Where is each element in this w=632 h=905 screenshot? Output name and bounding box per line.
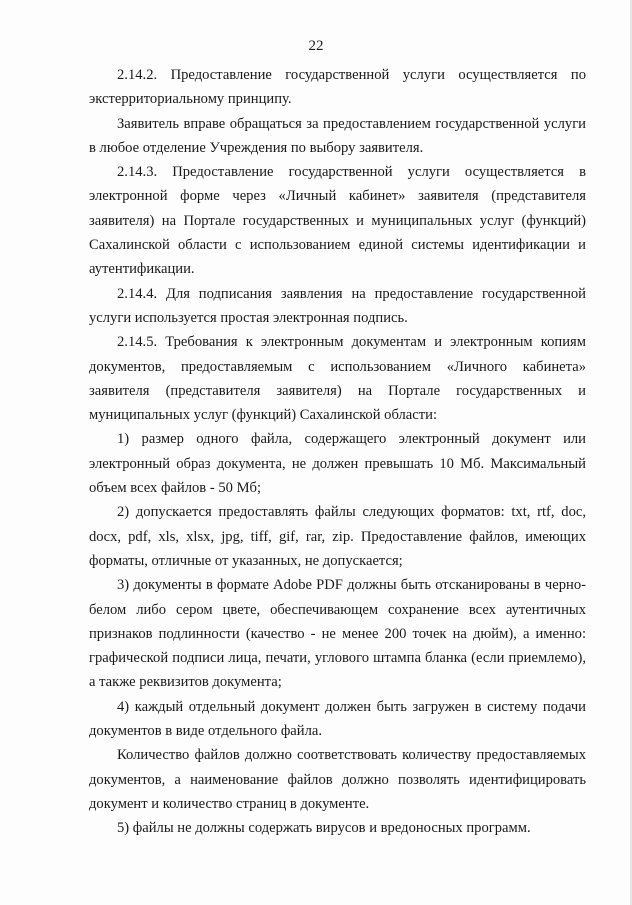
paragraph-2-14-5: 2.14.5. Требования к электронным документам и электронным копиям документов, предоставляемым с использованием «Личного кабинета» заявителя (представителя заявителя) на Портале государственных и муниципальных услуг (функций) Сахалинской области: xyxy=(89,334,586,424)
paragraph-2-14-4: 2.14.4. Для подписания заявления на предоставление государственной услуги используется простая электронная подпись. xyxy=(89,285,586,326)
paragraph-applicant-right: Заявитель вправе обращаться за предоставлением государственной услуги в любое отделение Учреждения по выбору заявителя. xyxy=(89,115,586,156)
paragraph-2-14-3: 2.14.3. Предоставление государственной услуги осуществляется в электронной форме через «Личный кабинет» заявителя (представителя заявителя) на Портале государственных и муниципальных услуг (функций) Сахалинской области с использованием единой системы идентификации и аутентификации. xyxy=(89,164,586,278)
list-item-2: 2) допускается предоставлять файлы следующих форматов: txt, rtf, doc, docx, pdf, xls, xlsx, jpg, tiff, gif, rar, zip. Предоставление файлов, имеющих форматы, отличные от указанных, не допускается; xyxy=(89,504,586,569)
list-item-1: 1) размер одного файла, содержащего электронный документ или электронный образ документа, не должен превышать 10 Мб. Максимальный объем всех файлов - 50 Мб; xyxy=(89,431,586,497)
list-item-3: 3) документы в формате Adobe PDF должны быть отсканированы в черно-белом либо сером цвете, обеспечивающем сохранение всех аутентичных признаков подлинности (качество - не менее 200 точек на дюйм), а именно: графической подписи лица, печати, углового штампа бланка (если приемлемо), а также реквизитов документа; xyxy=(89,577,586,691)
document-body xyxy=(89,63,586,841)
list-item-5: 5) файлы не должны содержать вирусов и вредоносных программ. xyxy=(117,820,531,837)
list-item-4: 4) каждый отдельный документ должен быть загружен в систему подачи документов в виде отдельного файла. xyxy=(89,698,586,740)
page-number: 22 xyxy=(308,38,324,54)
paragraph-file-count: Количество файлов должно соответствовать количеству предоставляемых документов, а наименование файлов должно позволять идентифицировать документ и количество страниц в документе. xyxy=(89,747,586,812)
paragraph-2-14-2: 2.14.2. Предоставление государственной услуги осуществляется по экстерриториальному принципу. xyxy=(89,67,586,108)
